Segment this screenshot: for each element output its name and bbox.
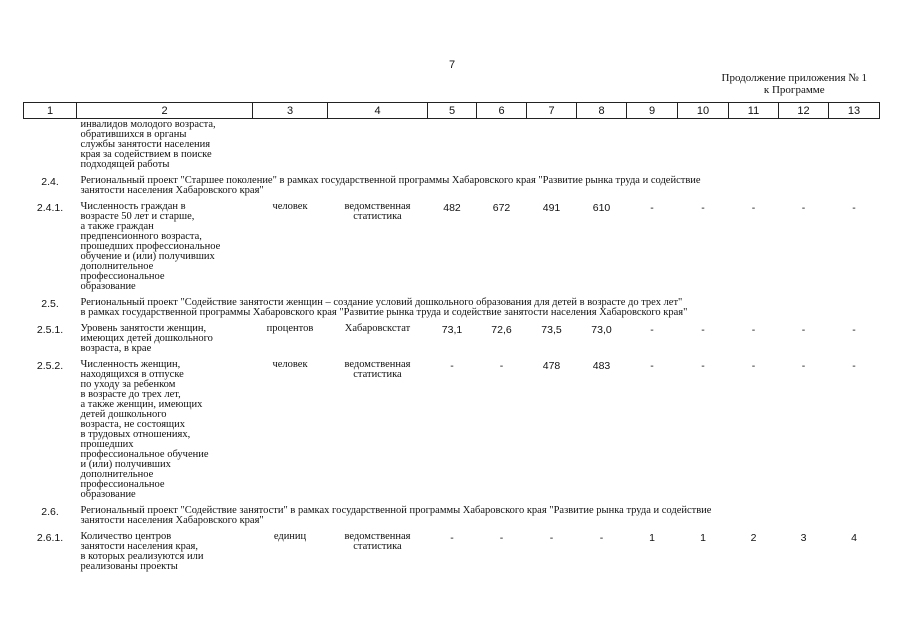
value-cell: 482 [443, 202, 461, 214]
indicator-description [77, 202, 253, 298]
value-cell: 478 [542, 360, 561, 372]
value-cell: 2 [750, 532, 757, 544]
empty-cell [328, 119, 428, 177]
indicator-row [24, 360, 880, 506]
empty-cell [577, 119, 627, 177]
row-number: 2.4.1. [36, 202, 64, 214]
value-cell: - [852, 324, 856, 336]
description-line: Численность женщин, [80, 359, 181, 370]
description-line: возрасте 50 лет и старше, [80, 211, 195, 222]
description-line: Количество центров [80, 531, 172, 542]
column-number-header: 9 [627, 103, 678, 119]
empty-cell [527, 119, 577, 177]
source-cell [328, 360, 428, 506]
description-line: обучение и (или) получивших [80, 251, 215, 262]
value-cell: 610 [592, 202, 611, 214]
value-cell: - [650, 202, 654, 214]
source-line: статистика [353, 369, 402, 380]
unit-cell: процентов [266, 323, 314, 334]
description-line: образование [80, 489, 136, 500]
description-line: и (или) получивших [80, 459, 171, 470]
description-line: подходящей работы [80, 159, 170, 170]
value-cell: - [801, 324, 806, 336]
row-number: 2.6.1. [36, 532, 64, 544]
description-line: предпенсионного возраста, [80, 231, 202, 242]
value-cell: 483 [592, 360, 611, 372]
indicator-row [24, 324, 880, 360]
value-cell: - [499, 360, 504, 372]
description-line: дополнительное [80, 261, 154, 272]
description-line: в трудовых отношениях, [80, 429, 191, 440]
column-numbers-row [24, 103, 880, 119]
column-number-header: 12 [779, 103, 829, 119]
value-cell: - [852, 360, 856, 372]
value-cell: 73,0 [591, 324, 612, 336]
value-cell: - [450, 360, 454, 372]
empty-cell [779, 119, 829, 177]
value-cell: - [751, 202, 756, 214]
value-cell: - [701, 324, 705, 336]
project-title-line: занятости населения Хабаровского края" [80, 185, 264, 196]
indicator-row [24, 532, 880, 578]
column-number-header: 11 [729, 103, 779, 119]
project-title-line: Региональный проект "Старшее поколение" в рамках государственной программы Хабаровского края "Развитие рынка труда и содействие [80, 175, 701, 186]
value-cell: - [801, 360, 806, 372]
description-line: прошедших [80, 439, 134, 450]
column-number-header: 4 [328, 103, 428, 119]
empty-cell [829, 119, 880, 177]
project-row [24, 298, 880, 324]
description-line: возраста, не состоящих [80, 419, 186, 430]
description-line: по уходу за ребенком [80, 379, 176, 390]
value-cell: - [801, 202, 806, 214]
value-cell: - [450, 532, 454, 544]
project-title [77, 176, 880, 202]
value-cell: 672 [492, 202, 511, 214]
empty-cell [24, 119, 77, 177]
column-number-header: 6 [477, 103, 527, 119]
value-cell: 73,5 [541, 324, 562, 336]
row-number: 2.4. [41, 176, 59, 188]
continuation-line-1: Продолжение приложения № 1 [721, 72, 867, 84]
column-number-header: 2 [77, 103, 253, 119]
description-line: в возрасте до трех лет, [80, 389, 181, 400]
value-cell: 491 [542, 202, 561, 214]
carryover-row [24, 119, 880, 177]
continuation-line-2: к Программе [763, 84, 825, 96]
description-line: занятости населения края, [80, 541, 198, 552]
value-cell: 1 [700, 532, 706, 544]
column-number-header: 3 [253, 103, 328, 119]
description-line: профессиональное [80, 271, 165, 282]
project-title-line: Региональный проект "Содействие занятости" в рамках государственной программы Хабаровского края "Развитие рынка труда и содействие [80, 505, 712, 516]
description-line: детей дошкольного [80, 409, 167, 420]
description-line: профессиональное [80, 479, 165, 490]
column-number-header: 8 [577, 103, 627, 119]
unit-cell: человек [272, 359, 308, 370]
description-line: обратившихся в органы [80, 129, 187, 140]
project-title-line: занятости населения Хабаровского края" [80, 515, 264, 526]
description-line: Численность граждан в [80, 201, 186, 212]
description-line: края за содействием в поиске [80, 149, 212, 160]
empty-cell [428, 119, 477, 177]
description-line: профессиональное обучение [80, 449, 209, 460]
description-line: а также граждан [80, 221, 154, 232]
value-cell: - [650, 324, 654, 336]
source-line: ведомственная [344, 359, 411, 370]
value-cell: - [751, 360, 756, 372]
description-line: образование [80, 281, 136, 292]
source-line: ведомственная [344, 201, 411, 212]
empty-cell [627, 119, 678, 177]
indicator-description [77, 119, 253, 177]
source-line: Хабаровскстат [344, 323, 411, 334]
source-cell [328, 202, 428, 298]
description-line: Уровень занятости женщин, [80, 323, 207, 334]
value-cell: - [701, 202, 705, 214]
source-line: статистика [353, 541, 402, 552]
continuation-note [722, 72, 867, 96]
empty-cell [253, 119, 328, 177]
source-line: ведомственная [344, 531, 411, 542]
description-line: возраста, в крае [80, 343, 152, 354]
description-line: инвалидов молодого возраста, [80, 119, 216, 130]
description-line: находящихся в отпуске [80, 369, 184, 380]
value-cell: 72,6 [491, 324, 512, 336]
project-title [77, 506, 880, 532]
project-title [77, 298, 880, 324]
column-number-header: 7 [527, 103, 577, 119]
description-line: а также женщин, имеющих [80, 399, 203, 410]
column-number-header: 10 [678, 103, 729, 119]
value-cell: - [701, 360, 705, 372]
value-cell: - [499, 532, 504, 544]
description-line: в которых реализуются или [80, 551, 204, 562]
description-line: службы занятости населения [80, 139, 211, 150]
empty-cell [477, 119, 527, 177]
value-cell: - [650, 360, 654, 372]
row-number: 2.5.2. [36, 360, 64, 372]
description-line: имеющих детей дошкольного [80, 333, 213, 344]
column-number-header: 1 [24, 103, 77, 119]
empty-cell [678, 119, 729, 177]
source-cell [328, 324, 428, 360]
unit-cell: единиц [273, 531, 307, 542]
value-cell: - [852, 202, 856, 214]
project-title-line: Региональный проект "Содействие занятости женщин – создание условий дошкольного образования для детей в возрасте до трех лет" [80, 297, 683, 308]
row-number: 2.5. [41, 298, 59, 310]
indicator-description [77, 324, 253, 360]
value-cell: - [751, 324, 756, 336]
row-number: 2.6. [41, 506, 59, 518]
column-number-header: 5 [428, 103, 477, 119]
unit-cell: человек [272, 201, 308, 212]
description-line: прошедших профессиональное [80, 241, 221, 252]
value-cell: - [599, 532, 604, 544]
source-line: статистика [353, 211, 402, 222]
indicator-description [77, 532, 253, 578]
row-number: 2.5.1. [36, 324, 64, 336]
empty-cell [729, 119, 779, 177]
description-line: дополнительное [80, 469, 154, 480]
indicators-table [23, 102, 880, 578]
value-cell: 73,1 [441, 324, 463, 336]
value-cell: 1 [649, 532, 655, 544]
page-number: 7 [448, 59, 456, 71]
value-cell: 4 [851, 532, 857, 544]
project-row [24, 506, 880, 532]
indicator-description [77, 360, 253, 506]
source-cell [328, 532, 428, 578]
description-line: реализованы проекты [80, 561, 178, 572]
value-cell: 3 [800, 532, 807, 544]
value-cell: - [549, 532, 554, 544]
project-row [24, 176, 880, 202]
project-title-line: в рамках государственной программы Хабаровского края "Развитие рынка труда и содействие занятости населения Хабаровского края" [80, 307, 688, 318]
column-number-header: 13 [829, 103, 880, 119]
indicator-row [24, 202, 880, 298]
